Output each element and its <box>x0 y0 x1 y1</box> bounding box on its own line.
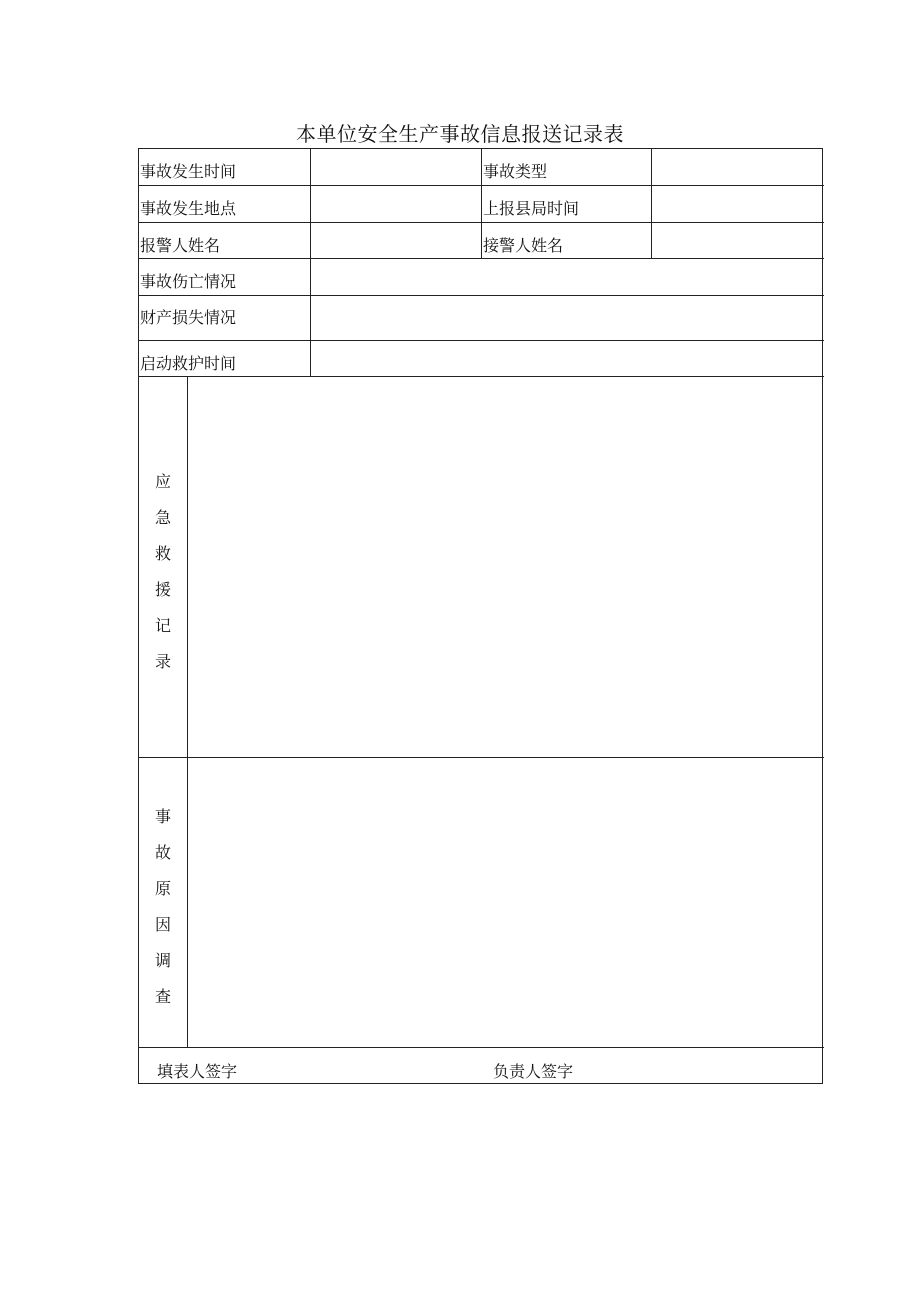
label-char: 因 <box>154 915 171 934</box>
label-char: 记 <box>154 616 171 635</box>
report-time-label: 上报县局时间 <box>483 199 580 218</box>
accident-type-label: 事故类型 <box>483 162 548 181</box>
reporter-name-field[interactable] <box>311 223 481 258</box>
label-char: 援 <box>154 580 171 599</box>
reporter-name-label: 报警人姓名 <box>140 236 221 255</box>
label-char: 查 <box>154 987 171 1006</box>
occur-place-label: 事故发生地点 <box>140 199 237 218</box>
label-char: 应 <box>154 472 171 491</box>
rescue-start-time-label: 启动救护时间 <box>140 354 237 373</box>
cause-investigation-label <box>139 799 187 1015</box>
column-divider <box>481 149 482 259</box>
form-title: 本单位安全生产事故信息报送记录表 <box>296 122 624 146</box>
receiver-name-field[interactable] <box>652 223 823 258</box>
label-char: 急 <box>154 508 171 527</box>
occur-place-field[interactable] <box>311 186 481 222</box>
label-char: 原 <box>154 879 171 898</box>
label-char: 调 <box>154 951 171 970</box>
property-loss-field[interactable] <box>311 296 823 340</box>
label-char: 故 <box>154 843 171 862</box>
accident-report-form <box>138 148 823 1084</box>
label-char: 事 <box>154 807 171 826</box>
label-char: 救 <box>154 544 171 563</box>
casualties-field[interactable] <box>311 259 823 295</box>
leader-signature-label: 负责人签字 <box>493 1062 574 1081</box>
filler-signature-label: 填表人签字 <box>157 1062 238 1081</box>
report-time-field[interactable] <box>652 186 823 222</box>
occur-time-field[interactable] <box>311 149 481 185</box>
rescue-start-time-field[interactable] <box>311 341 823 376</box>
property-loss-label: 财产损失情况 <box>140 308 237 327</box>
casualties-label: 事故伤亡情况 <box>140 272 237 291</box>
rescue-record-field[interactable] <box>188 377 823 757</box>
rescue-record-label <box>139 464 187 680</box>
row-divider <box>139 1047 824 1048</box>
receiver-name-label: 接警人姓名 <box>483 236 564 255</box>
cause-investigation-field[interactable] <box>188 758 823 1047</box>
label-char: 录 <box>154 652 171 671</box>
accident-type-field[interactable] <box>652 149 823 185</box>
occur-time-label: 事故发生时间 <box>140 162 237 181</box>
